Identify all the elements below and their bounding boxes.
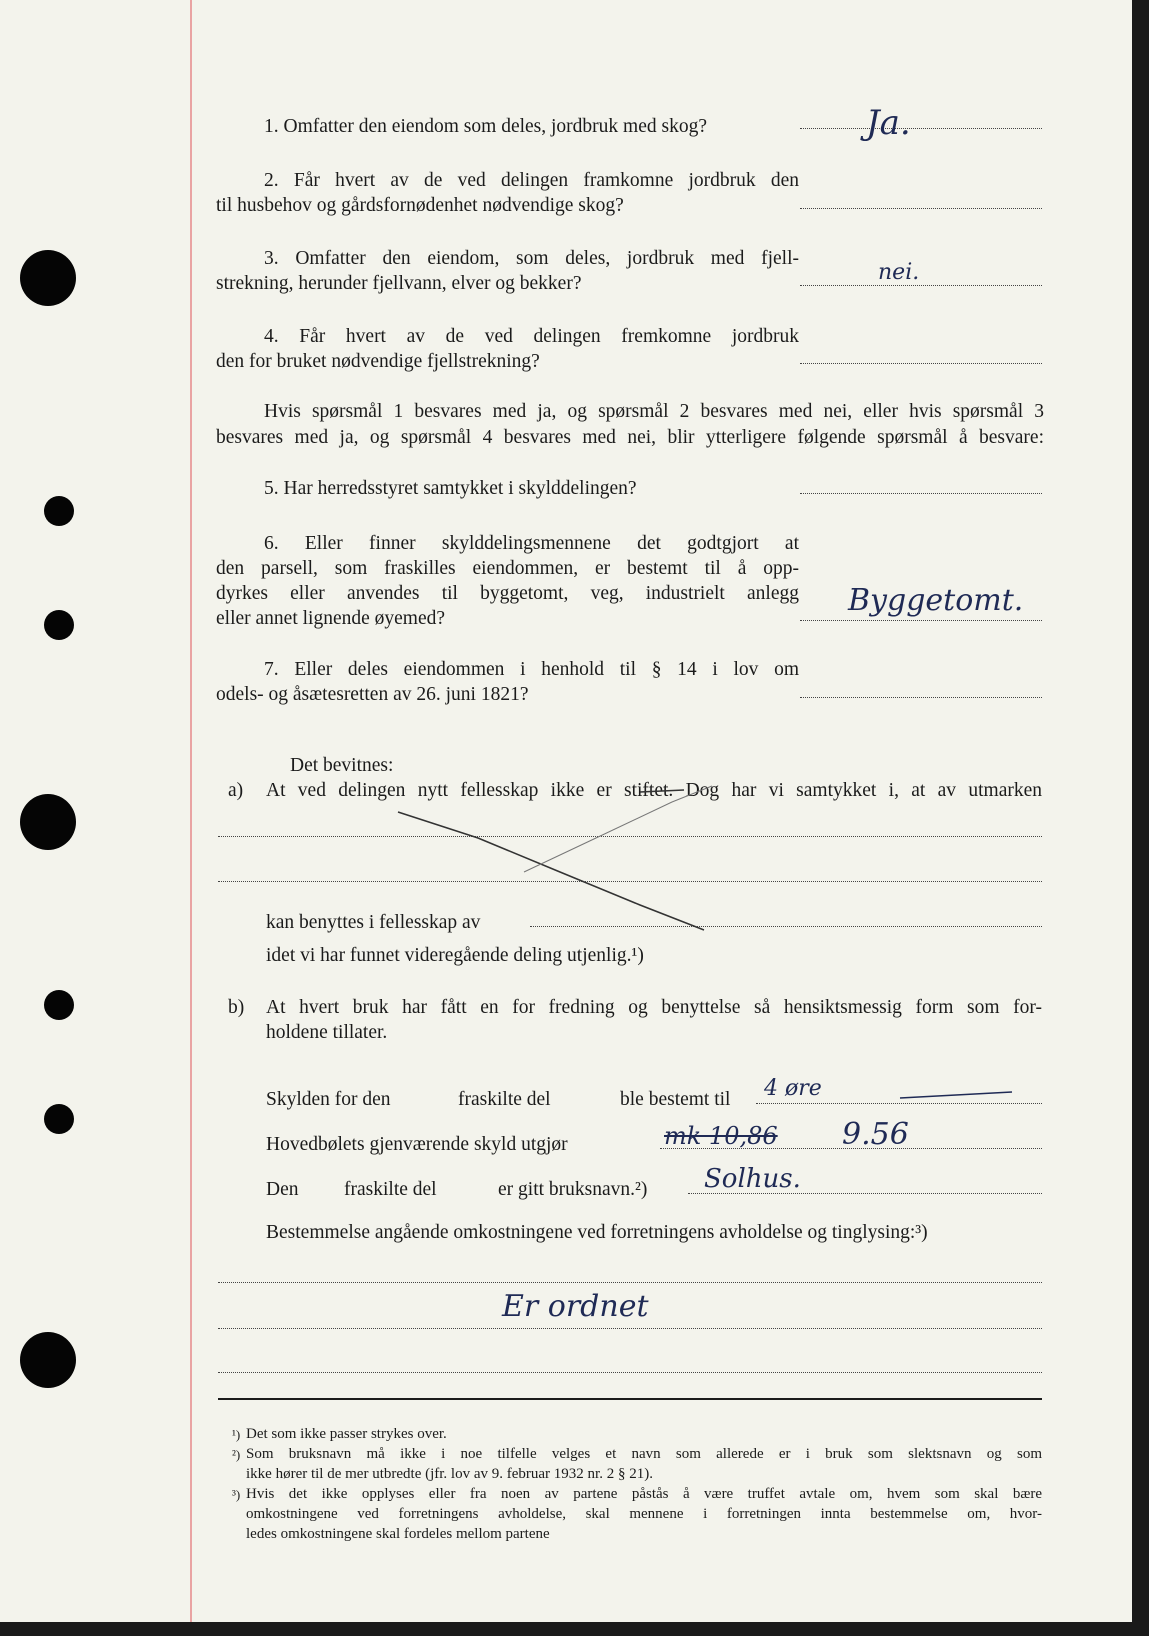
footnote-3-line-2: omkostningene ved forretningens avholdelse, skal mennene i forretningen innta bestemmelse om, hvor- xyxy=(246,1506,1042,1522)
footnote-3-mark: ³) xyxy=(232,1487,241,1502)
answer-6-handwritten: Byggetomt. xyxy=(848,583,1024,618)
question-6-line-4: eller annet lignende øyemed? xyxy=(216,608,446,629)
question-2-line-2: til husbehov og gårdsfornødenhet nødvendige skog? xyxy=(216,195,624,216)
item-b-text-1: At hvert bruk har fått en for fredning og benyttelse så hensiktsmessig form som for- xyxy=(266,997,1042,1018)
hoved-label: Hovedbølets gjenværende skyld utgjør xyxy=(266,1134,568,1155)
hoved-value-handwritten: 9.56 xyxy=(842,1117,909,1152)
question-4-line-2: den for bruket nødvendige fjellstrekning? xyxy=(216,351,540,372)
item-a-line-3: kan benyttes i fellesskap av xyxy=(266,912,481,933)
question-6-line-1: 6. Eller finner skylddelingsmennene det godtgjort at xyxy=(264,533,799,554)
skyld-label-2: fraskilte del xyxy=(458,1089,551,1110)
instruction-line-1: Hvis spørsmål 1 besvares med ja, og spørsmål 2 besvares med nei, eller hvis spørsmål 3 xyxy=(264,401,1044,422)
skyld-label-3: ble bestemt til xyxy=(620,1089,731,1110)
navn-value-handwritten: Solhus. xyxy=(704,1164,801,1194)
item-a-label: a) xyxy=(228,780,244,801)
question-5: 5. Har herredsstyret samtykket i skylddelingen? xyxy=(264,478,637,499)
footnote-1-text: Det som ikke passer strykes over. xyxy=(246,1426,447,1442)
footnote-2-mark: ²) xyxy=(232,1447,241,1462)
answer-3-handwritten: nei. xyxy=(878,260,920,285)
hand-underline xyxy=(900,1092,1012,1098)
certification-heading: Det bevitnes: xyxy=(290,755,394,776)
question-6-line-2: den parsell, som fraskilles eiendommen, er bestemt til å opp- xyxy=(216,558,799,579)
footnote-3-line-1: Hvis det ikke opplyses eller fra noen av partene påstås å være truffet avtale om, hvem som skal bære xyxy=(246,1486,1042,1502)
question-2-line-1: 2. Får hvert av de ved delingen framkomne jordbruk den xyxy=(264,170,799,191)
navn-label-3: er gitt bruksnavn.²) xyxy=(498,1179,648,1200)
item-b-label: b) xyxy=(228,997,245,1018)
instruction-line-2: besvares med ja, og spørsmål 4 besvares med nei, blir ytterligere følgende spørsmål å besvare: xyxy=(216,427,1044,448)
question-7-line-1: 7. Eller deles eiendommen i henhold til § 14 i lov om xyxy=(264,659,799,680)
strike-stifted xyxy=(640,790,684,792)
footnote-1-mark: ¹) xyxy=(232,1427,241,1442)
navn-label-1: Den xyxy=(266,1179,299,1200)
footnote-2-line-1: Som bruksnavn må ikke i noe tilfelle velges et navn som allerede er i bruk som slektsnavn og som xyxy=(246,1446,1042,1462)
bestemmelse-value-handwritten: Er ordnet xyxy=(502,1289,649,1324)
bestemmelse-label: Bestemmelse angående omkostningene ved forretningens avholdelse og tinglysing:³) xyxy=(266,1222,928,1243)
question-1: 1. Omfatter den eiendom som deles, jordbruk med skog? xyxy=(264,116,707,137)
question-3-line-1: 3. Omfatter den eiendom, som deles, jordbruk med fjell- xyxy=(264,248,799,269)
navn-label-2: fraskilte del xyxy=(344,1179,437,1200)
question-3-line-2: strekning, herunder fjellvann, elver og bekker? xyxy=(216,273,582,294)
footnote-2-line-2: ikke hører til de mer utbredte (jfr. lov av 9. februar 1932 nr. 2 § 21). xyxy=(246,1466,653,1482)
question-4-line-1: 4. Får hvert av de ved delingen fremkomne jordbruk xyxy=(264,326,799,347)
answer-1-handwritten: Ja. xyxy=(866,103,911,143)
skyld-label-1: Skylden for den xyxy=(266,1089,391,1110)
footnote-3-line-3: ledes omkostningene skal fordeles mellom partene xyxy=(246,1526,550,1542)
strike-diagonal-down xyxy=(398,812,704,930)
question-6-line-3: dyrkes eller anvendes til byggetomt, veg, industrielt anlegg xyxy=(216,583,799,604)
item-a-text: At ved delingen nytt fellesskap ikke er stiftet. Dog har vi samtykket i, at av utmarken xyxy=(266,780,1042,801)
skyld-value-handwritten: 4 øre xyxy=(764,1076,822,1101)
item-a-line-4: idet vi har funnet videregående deling utjenlig.¹) xyxy=(266,945,644,966)
item-b-text-2: holdene tillater. xyxy=(266,1022,388,1043)
strike-diagonal-up xyxy=(524,786,712,872)
question-7-line-2: odels- og åsætesretten av 26. juni 1821? xyxy=(216,684,529,705)
hoved-struck-value: mk 10,86 xyxy=(664,1122,778,1150)
